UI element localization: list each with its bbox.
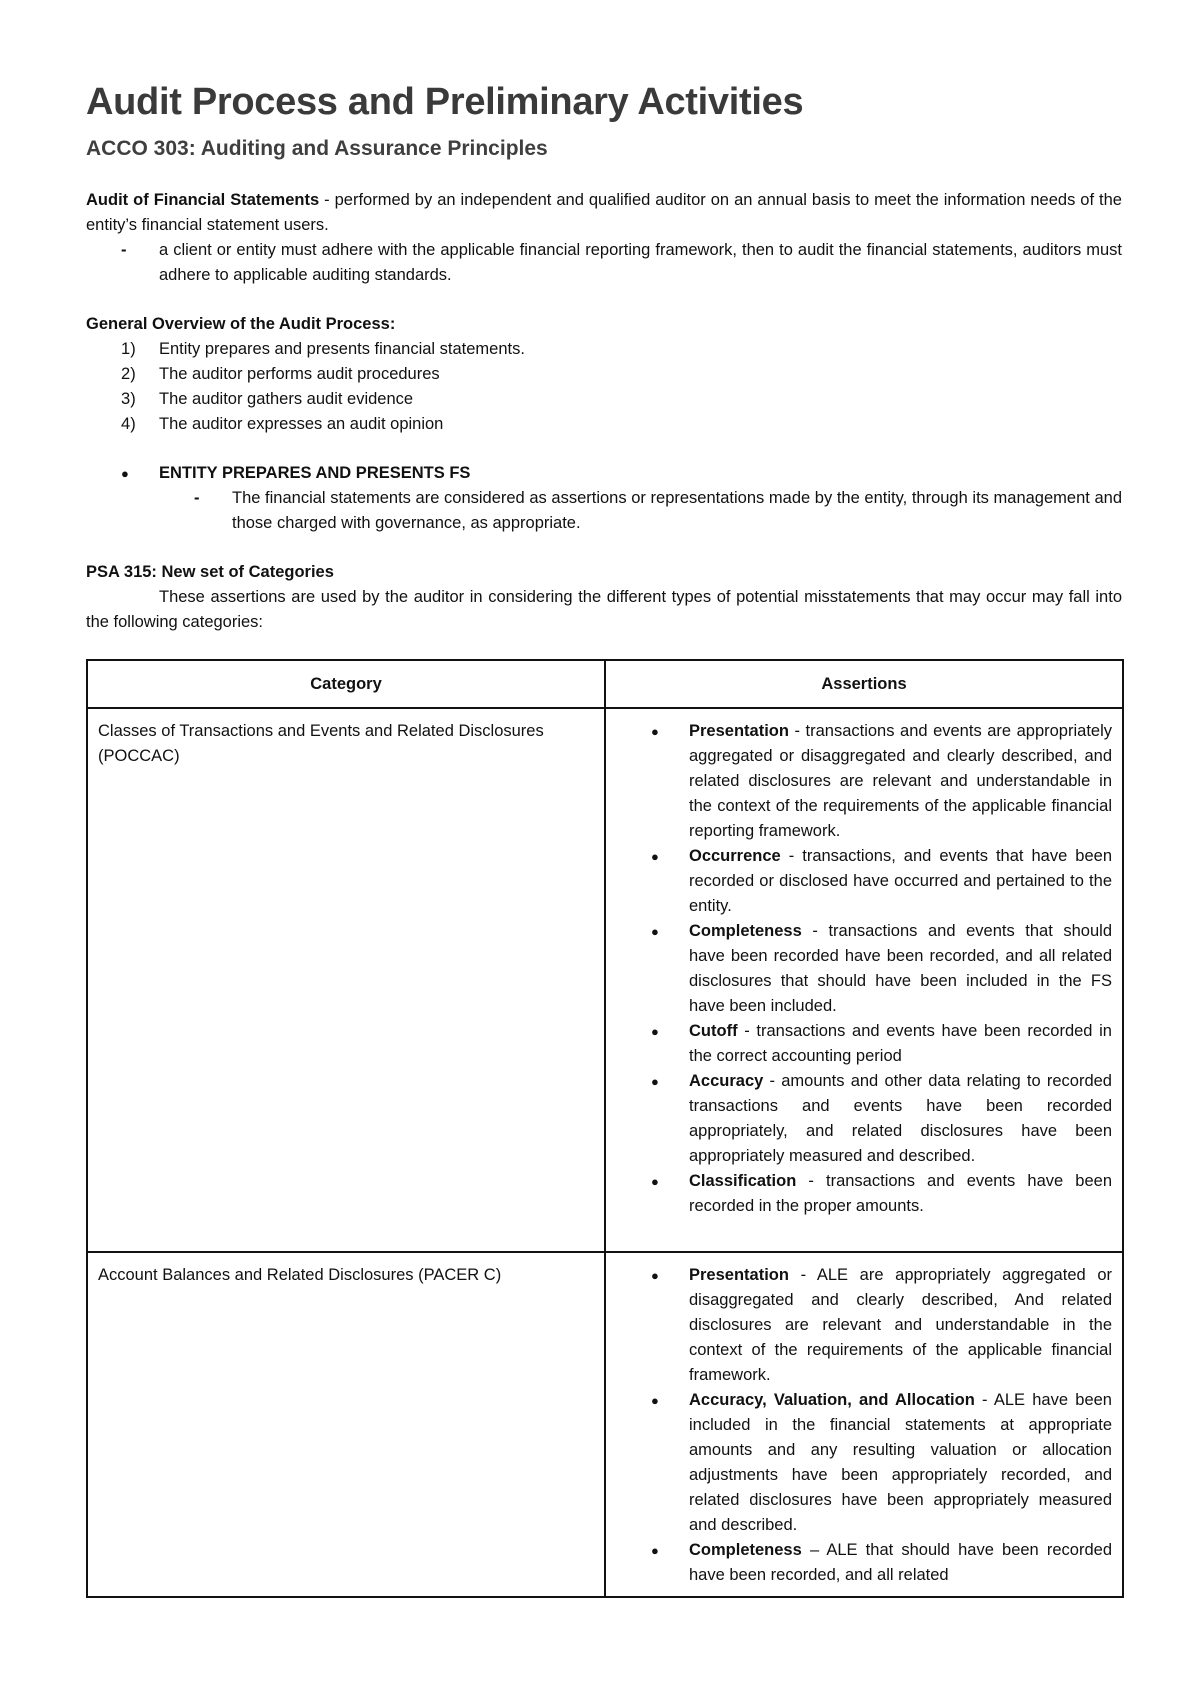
entity-heading [159,461,1122,536]
table-row [87,1252,1123,1597]
intro-paragraph [86,188,1122,238]
psa-body: These assertions are used by the auditor in considering the different types of potential misstatements that may occur may fall into the following categories: [86,588,1122,631]
overview-steps [86,337,1122,437]
assertion-text: - amounts and other data relating to recorded transactions and events have been recorded appropriately, and related disclosures have been appropriately measured and described. [689,1072,1112,1165]
intro-sub-list [86,238,1122,288]
assertion-term: Completeness [689,1541,802,1559]
assertion-text: – ALE that should have been recorded have been recorded, and all related [689,1541,1112,1584]
entity-sub-item: - The financial statements are considered as assertions or representations made by the entity, through its management and those charged with governance, as appropriate. [232,486,1122,536]
table-row [87,708,1123,1252]
document-page [86,78,1122,1598]
assertion-item [689,1388,1112,1538]
assertion-term: Accuracy, Valuation, and Allocation [689,1391,975,1409]
entity-section [86,461,1122,536]
header-assertions: Assertions [605,660,1123,708]
assertion-list [616,1263,1112,1588]
overview-step: The auditor performs audit procedures [159,365,440,383]
assertion-item [689,1538,1112,1588]
assertion-list [616,719,1112,1219]
assertion-text: - ALE have been included in the financial statements at appropriate amounts and any resulting valuation or allocation adjustments have been appropriately recorded, and related disclosures have been appropriately measured and described. [689,1391,1112,1534]
assertion-text: - transactions and events have been recorded in the correct accounting period [689,1022,1112,1065]
overview-heading: General Overview of the Audit Process: [86,315,396,333]
page-title: Audit Process and Preliminary Activities [86,81,804,123]
intro-text: - performed by an independent and qualified auditor on an annual basis to meet the information needs of the entity’s financial statement users. [86,191,1122,234]
page-subtitle: ACCO 303: Auditing and Assurance Principles [86,137,548,160]
assertion-text: - transactions, and events that have been recorded or disclosed have occurred and pertained to the entity. [689,847,1112,915]
assertion-item [689,919,1112,1019]
assertion-item [689,844,1112,919]
overview-step: The auditor gathers audit evidence [159,390,414,408]
assertion-item [689,719,1112,844]
assertion-text: - transactions and events that should have been recorded have been recorded, and all related disclosures that should have been included in the FS have been included. [689,922,1112,1015]
category-cell: Account Balances and Related Disclosures (PACER C) [87,1252,605,1597]
assertion-item [689,1069,1112,1169]
entity-sub-list [159,486,1122,536]
table-header-row [87,660,1123,708]
intro-term: Audit of Financial Statements [86,191,320,209]
intro-sub-item: - a client or entity must adhere with the applicable financial reporting framework, then to audit the financial statements, auditors must adhere to applicable auditing standards. [159,238,1122,288]
assertion-item [689,1019,1112,1069]
assertion-term: Presentation [689,722,789,740]
overview-step: Entity prepares and presents financial statements. [159,340,525,358]
header-category: Category [87,660,605,708]
assertion-term: Classification [689,1172,797,1190]
assertion-text: - transactions and events are appropriately aggregated or disaggregated and clearly described, and related disclosures are relevant and understandable in the context of the requirements of the applicable financial reporting framework. [689,722,1112,840]
assertions-table [86,659,1124,1598]
category-cell: Classes of Transactions and Events and Related Disclosures (POCCAC) [87,708,605,1252]
assertion-term: Completeness [689,922,802,940]
entity-heading-text: ENTITY PREPARES AND PRESENTS FS [159,464,471,482]
assertion-item [689,1169,1112,1219]
overview-step: The auditor expresses an audit opinion [159,415,444,433]
psa-heading: PSA 315: New set of Categories [86,563,334,581]
assertions-cell [605,708,1123,1252]
assertion-term: Presentation [689,1266,789,1284]
assertions-cell [605,1252,1123,1597]
assertion-item [689,1263,1112,1388]
assertion-term: Cutoff [689,1022,738,1040]
assertion-term: Occurrence [689,847,781,865]
assertion-term: Accuracy [689,1072,764,1090]
assertion-text: - ALE are appropriately aggregated or disaggregated and clearly described, And related disclosures are relevant and understandable in the context of the requirements of the applicable financial framework. [689,1266,1112,1384]
assertion-text: - transactions and events have been recorded in the proper amounts. [689,1172,1112,1215]
